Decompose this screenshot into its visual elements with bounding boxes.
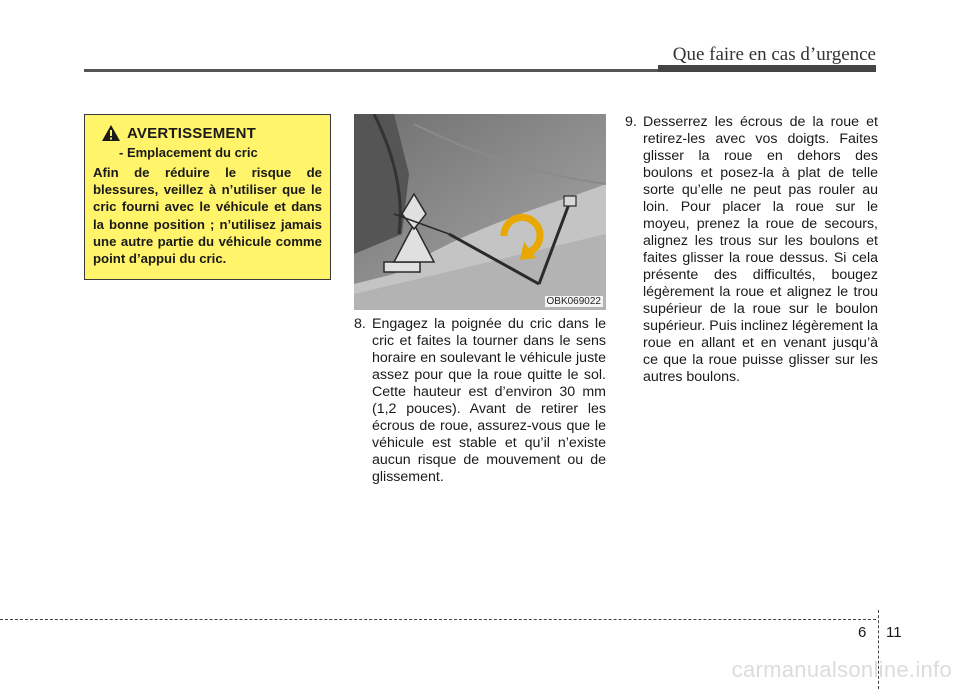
jack-illustration <box>354 114 606 310</box>
header-divider <box>84 69 876 72</box>
step-9 <box>625 114 878 386</box>
step-number: 8. <box>354 316 366 332</box>
jack-illustration-graphic <box>354 114 606 310</box>
step-8 <box>354 316 606 486</box>
step-text: Engagez la poignée du cric dans le cric et faites la tourner dans le sens horaire en soulevant le véhicule juste assez pour que la roue quitte le sol. Cette hauteur est d’environ 30 mm (1,2 pouces). Avant de retirer les écrous de roue, assurez-vous que le véhicule est stable et qu’il n’existe aucun risque de mouvement ou de glissement. <box>372 316 606 485</box>
warning-title: AVERTISSEMENT <box>127 124 257 142</box>
warning-body: Afin de réduire le risque de blessures, veillez à n’utiliser que le cric fourni avec le véhicule et dans la bonne position ; n’utilisez jamais une autre partie du véhicule comme point d’appui du cric. <box>93 165 322 267</box>
watermark: carmanualsonline.info <box>731 657 952 682</box>
chapter-number: 6 <box>858 624 867 641</box>
figure-code: OBK069022 <box>546 296 601 307</box>
footer-divider <box>0 619 876 620</box>
warning-box <box>84 114 331 280</box>
warning-triangle-icon <box>101 124 121 142</box>
warning-header <box>101 123 322 143</box>
page-number: 11 <box>886 624 902 641</box>
step-text: Desserrez les écrous de la roue et retirez-les avec vos doigts. Faites glisser la roue en dehors des boulons et posez-la à plat de telle sorte qu’elle ne peut pas rouler au loin. Pour placer la roue sur le moyeu, prenez la roue de secours, alignez les trous sur les boulons et faites glisser la roue dessus. Si cela présente des difficultés, bougez légèrement la roue et alignez le trou supérieur de la roue sur le boulon supérieur. Puis inclinez légèrement la roue en allant et en venant jusqu’à ce que la roue puisse glisser sur les autres boulons. <box>643 114 879 385</box>
section-title: Que faire en cas d’urgence <box>672 44 876 65</box>
step-number: 9. <box>625 114 637 130</box>
warning-subtitle: - Emplacement du cric <box>119 145 258 160</box>
